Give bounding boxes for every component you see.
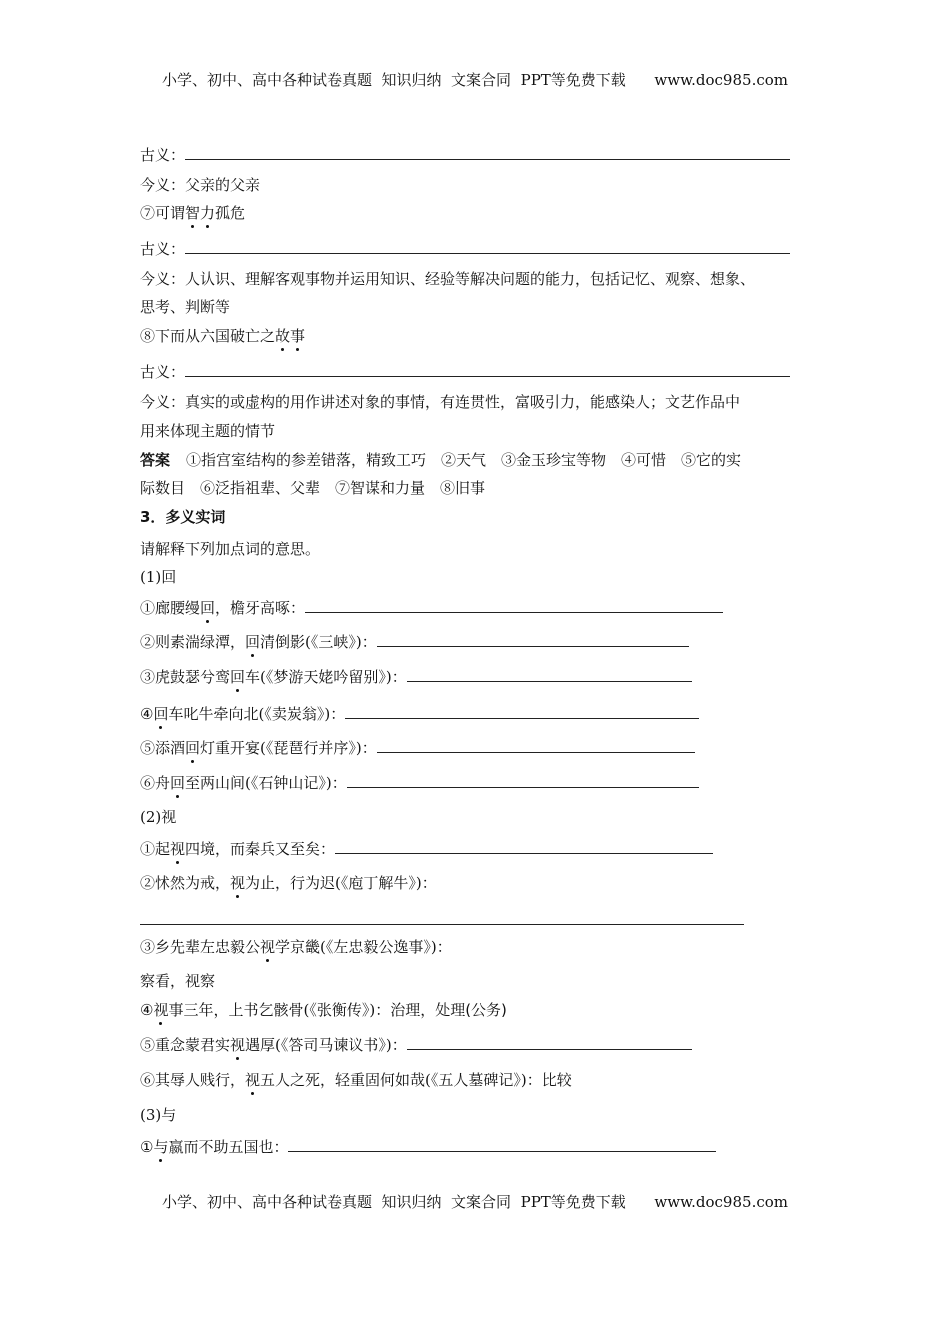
answer-blank[interactable] bbox=[335, 839, 713, 854]
jin-line-7b: 思考、判断等 bbox=[140, 298, 231, 316]
hui-item-5: ⑤添酒回灯重开宴(《琵琶行并序》)： bbox=[140, 738, 695, 758]
dotted-char: 回 bbox=[245, 633, 261, 651]
shi-item-3: ③乡先辈左忠毅公视学京畿(《左忠毅公逸事》)： bbox=[140, 938, 452, 956]
jin-line-8a: 今义：真实的或虚构的用作讲述对象的事情，有连贯性，富吸引力，能感染人；文艺作品中 bbox=[140, 393, 741, 411]
dotted-char: 事 bbox=[290, 327, 306, 345]
page-header: 小学、初中、高中各种试卷真题 知识归纳 文案合同 PPT等免费下载 www.doc985.com bbox=[161, 71, 788, 89]
group-title-shi: (2)视 bbox=[140, 808, 177, 826]
answer-blank[interactable] bbox=[377, 738, 695, 753]
dotted-char: 视 bbox=[260, 938, 276, 956]
gu-line-7: 古义： bbox=[140, 239, 790, 259]
shi-item-5: ⑤重念蒙君实视遇厚(《答司马谏议书》)： bbox=[140, 1035, 692, 1055]
dotted-char: 视 bbox=[245, 1071, 261, 1089]
shi-item-4: ④视事三年，上书乞骸骨(《张衡传》)：治理，处理(公务) bbox=[140, 1001, 507, 1019]
item-8: ⑧下而从六国破亡之故事 bbox=[140, 327, 306, 345]
hui-item-4: ④回车叱牛牵向北(《卖炭翁》)： bbox=[140, 704, 699, 724]
answer-line-2: 际数目 ⑥泛指祖辈、父辈 ⑦智谋和力量 ⑧旧事 bbox=[140, 479, 486, 497]
dotted-char: 视 bbox=[170, 840, 186, 858]
yu-item-1: ①与嬴而不助五国也： bbox=[140, 1137, 716, 1157]
dotted-char: 回 bbox=[185, 739, 201, 757]
hui-item-6: ⑥舟回至两山间(《石钟山记》)： bbox=[140, 773, 699, 793]
answer-blank[interactable] bbox=[185, 239, 790, 254]
item-7: ⑦可谓智力孤危 bbox=[140, 204, 246, 222]
answer-blank[interactable] bbox=[185, 362, 790, 377]
jin-line-8b: 用来体现主题的情节 bbox=[140, 422, 276, 440]
gu-line-6: 古义： bbox=[140, 145, 790, 165]
dotted-char: 回 bbox=[170, 774, 186, 792]
page-footer: 小学、初中、高中各种试卷真题 知识归纳 文案合同 PPT等免费下载 www.doc985.com bbox=[161, 1193, 788, 1211]
answer-blank[interactable] bbox=[140, 924, 744, 925]
shi-item-1: ①起视四境，而秦兵又至矣： bbox=[140, 839, 713, 859]
dotted-char: 回 bbox=[230, 668, 246, 686]
answer-blank[interactable] bbox=[305, 598, 723, 613]
answer-blank[interactable] bbox=[288, 1137, 716, 1152]
dotted-char: 力 bbox=[200, 204, 216, 222]
shi-item-2: ②怵然为戒，视为止，行为迟(《庖丁解牛》)： bbox=[140, 874, 437, 892]
answer-blank[interactable] bbox=[377, 632, 689, 647]
instruction: 请解释下列加点词的意思。 bbox=[140, 540, 321, 558]
hui-item-3: ③虎鼓瑟兮鸾回车(《梦游天姥吟留别》)： bbox=[140, 667, 692, 687]
hui-item-1: ①廊腰缦回，檐牙高啄： bbox=[140, 598, 723, 618]
dotted-char: 视 bbox=[230, 1036, 246, 1054]
shi-answer-3: 察看，视察 bbox=[140, 972, 216, 990]
dotted-char: 视 bbox=[153, 1001, 169, 1019]
dotted-char: 回 bbox=[153, 705, 169, 723]
dotted-char: 回 bbox=[200, 599, 216, 617]
jin-line-6: 今义：父亲的父亲 bbox=[140, 176, 261, 194]
answer-blank[interactable] bbox=[347, 773, 699, 788]
group-title-hui: (1)回 bbox=[140, 568, 177, 586]
gu-line-8: 古义： bbox=[140, 362, 790, 382]
answer-line-1: 答案 ①指宫室结构的参差错落，精致工巧 ②天气 ③金玉珍宝等物 ④可惜 ⑤它的实 bbox=[140, 451, 742, 469]
dotted-char: 智 bbox=[185, 204, 201, 222]
answer-label: 答案 bbox=[140, 451, 171, 469]
answer-blank[interactable] bbox=[345, 704, 699, 719]
hui-item-2: ②则素湍绿潭，回清倒影(《三峡》)： bbox=[140, 632, 689, 652]
dotted-char: 与 bbox=[153, 1138, 169, 1156]
answer-blank[interactable] bbox=[185, 145, 790, 160]
shi-item-6: ⑥其辱人贱行，视五人之死，轻重固何如哉(《五人墓碑记》)：比较 bbox=[140, 1071, 572, 1089]
section-heading: 3．多义实词 bbox=[140, 508, 226, 526]
jin-line-7a: 今义：人认识、理解客观事物并运用知识、经验等解决问题的能力，包括记忆、观察、想象、 bbox=[140, 270, 756, 288]
dotted-char: 视 bbox=[230, 874, 246, 892]
answer-blank[interactable] bbox=[407, 667, 692, 682]
dotted-char: 故 bbox=[275, 327, 291, 345]
group-title-yu: (3)与 bbox=[140, 1106, 177, 1124]
answer-blank[interactable] bbox=[407, 1035, 692, 1050]
